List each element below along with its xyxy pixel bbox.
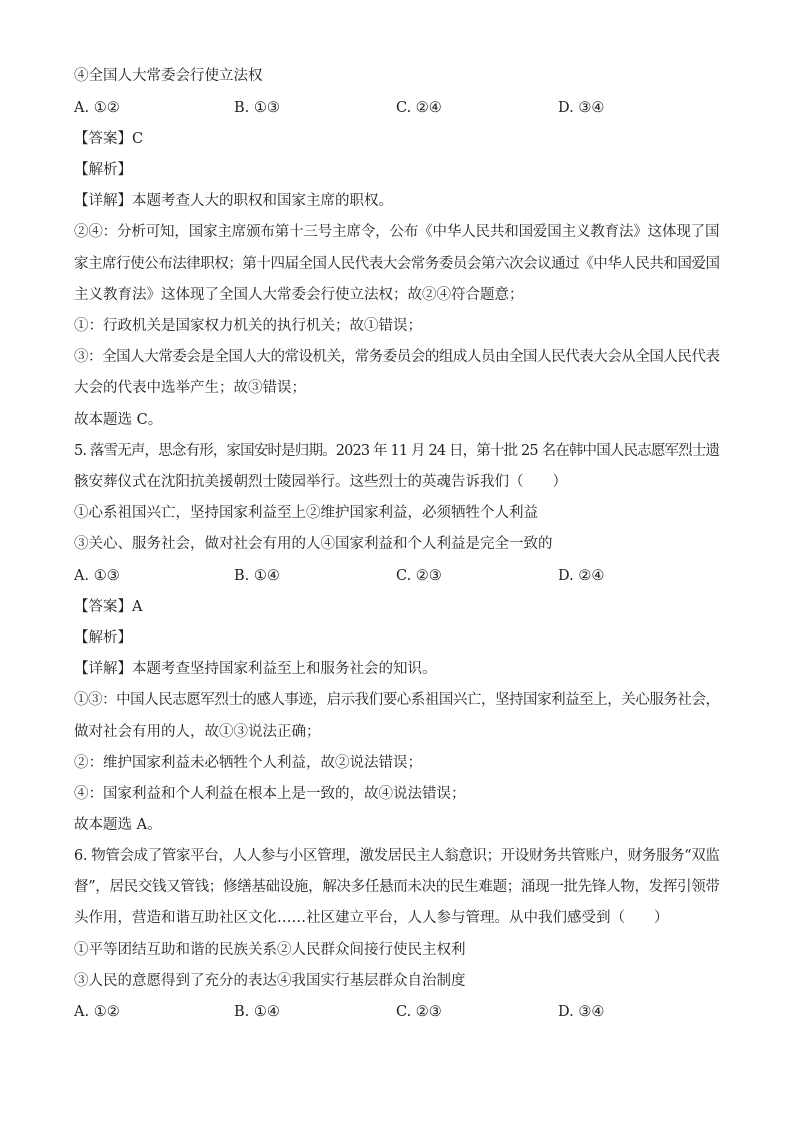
q5-conclusion: 故本题选 A。 <box>74 817 162 833</box>
q6-option-b: B. ①④ <box>234 1004 280 1020</box>
q5-items-line: ①心系祖国兴亡，坚持国家利益至上②维护国家利益，必须牺牲个人利益 <box>74 505 538 521</box>
q5-stem-line: 5. 落雪无声，思念有形，家国安时是归期。2023 年 11 月 24 日，第十批 25 名在韩中国人民志愿军烈士遗 <box>74 443 720 459</box>
q6-option-c: C. ②③ <box>396 1004 442 1020</box>
q6-stem-line: 督”，居民交钱又管钱；修缮基础设施，解决多任悬而未决的民生难题；涌现一批先锋人物，发挥引领带 <box>74 879 720 895</box>
q4-analysis-line: ②④：分析可知，国家主席颁布第十三号主席令，公布《中华人民共和国爱国主义教育法》这体现了国 <box>74 224 720 240</box>
q4-item-4: ④全国人大常委会行使立法权 <box>74 68 263 84</box>
q5-analysis-title: 【解析】 <box>74 630 132 646</box>
q4-conclusion: 故本题选 C。 <box>74 412 163 428</box>
q4-detail: 【详解】本题考查人大的职权和国家主席的职权。 <box>74 193 393 209</box>
q4-option-b: B. ①③ <box>234 100 280 116</box>
q5-detail: 【详解】本题考查坚持国家利益至上和服务社会的知识。 <box>74 661 437 677</box>
q5-option-d: D. ②④ <box>558 568 605 584</box>
q5-stem-line: 骸安葬仪式在沈阳抗美援朝烈士陵园举行。这些烈士的英魂告诉我们（ ） <box>74 474 567 490</box>
q6-option-a: A. ①② <box>74 1004 120 1020</box>
q4-analysis-line: ③：全国人大常委会是全国人大的常设机关，常务委员会的组成人员由全国人民代表大会从全国人民代表 <box>74 349 720 365</box>
q6-option-d: D. ③④ <box>558 1004 605 1020</box>
q5-analysis-line: ②：维护国家利益未必牺牲个人利益，故②说法错误； <box>74 755 422 771</box>
q5-analysis-line: ④：国家利益和个人利益在根本上是一致的，故④说法错误； <box>74 786 466 802</box>
q4-option-c: C. ②④ <box>396 100 442 116</box>
q4-option-a: A. ①② <box>74 100 120 116</box>
q5-answer: 【答案】A <box>74 599 143 615</box>
q5-items-line: ③关心、服务社会，做对社会有用的人④国家利益和个人利益是完全一致的 <box>74 536 553 552</box>
q5-option-c: C. ②③ <box>396 568 442 584</box>
q5-analysis-line: ①③：中国人民志愿军烈士的感人事迹，启示我们要心系祖国兴亡，坚持国家利益至上，关心服务社会， <box>74 692 720 708</box>
q4-analysis-line: 大会的代表中选举产生；故③错误； <box>74 380 306 396</box>
q4-option-d: D. ③④ <box>558 100 605 116</box>
q6-items-line: ③人民的意愿得到了充分的表达④我国实行基层群众自治制度 <box>74 973 466 989</box>
q4-analysis-title: 【解析】 <box>74 162 132 178</box>
q4-analysis-line: ①：行政机关是国家权力机关的执行机关；故①错误； <box>74 318 422 334</box>
q5-option-a: A. ①③ <box>74 568 120 584</box>
q4-answer: 【答案】C <box>74 131 144 147</box>
q4-analysis-line: 家主席行使公布法律职权；第十四届全国人民代表大会常务委员会第六次会议通过《中华人民共和国爱国 <box>74 256 720 272</box>
q6-stem-line: 6. 物管会成了管家平台，人人参与小区管理，激发居民主人翁意识；开设财务共管账户，财务服务“双监 <box>74 848 720 864</box>
q5-analysis-line: 做对社会有用的人，故①③说法正确； <box>74 724 321 740</box>
q5-option-b: B. ①④ <box>234 568 280 584</box>
q4-analysis-line: 主义教育法》这体现了全国人大常委会行使立法权；故②④符合题意； <box>74 287 524 303</box>
q6-stem-line: 头作用，营造和谐互助社区文化……社区建立平台，人人参与管理。从中我们感受到（ ） <box>74 910 669 926</box>
q6-items-line: ①平等团结互助和谐的民族关系②人民群众间接行使民主权利 <box>74 942 466 958</box>
